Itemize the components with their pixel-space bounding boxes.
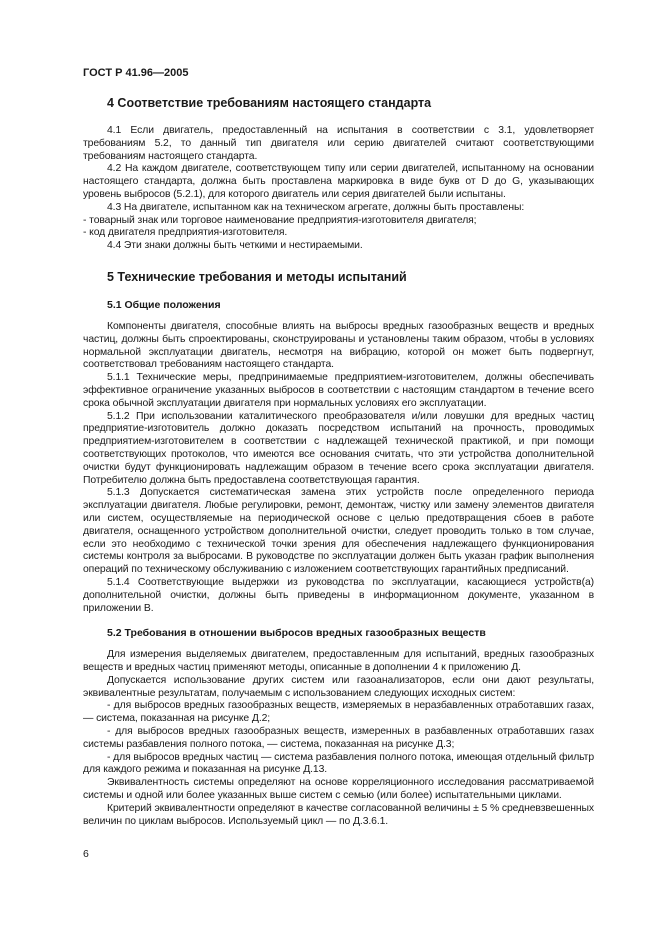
paragraph-4-4: 4.4 Эти знаки должны быть четкими и нестираемыми.	[107, 240, 363, 252]
paragraph: Эквивалентность системы определяют на основе корреляционного исследования рассматриваемой системы и одной или более указанных выше систем с семью (или более) испытательными циклами.	[83, 777, 594, 802]
section-5-2-heading: 5.2 Требования в отношении выбросов вредных газообразных веществ	[107, 627, 486, 640]
document-header: ГОСТ Р 41.96—2005	[83, 67, 189, 79]
paragraph-5-1-1: 5.1.1 Технические меры, предпринимаемые предприятием-изготовителем, должны обеспечивать эффективное ограничение указанных выбросов в соответствии с настоящим стандартом в течение всего срока обычной эксплуатации двигателя при нормальных условиях его эксплуатации.	[83, 372, 594, 409]
section-5-heading: 5 Технические требования и методы испытаний	[107, 269, 407, 284]
paragraph: Допускается использование других систем или газоанализаторов, если они дают результаты, эквивалентные результатам, получаемым с использованием следующих исходных систем:	[83, 674, 594, 699]
paragraph: Для измерения выделяемых двигателем, предоставленным для испытаний, вредных газообразных веществ и вредных частиц применяют методы, описанные в дополнении 4 к приложению Д.	[83, 649, 594, 674]
paragraph-5-1-4: 5.1.4 Соответствующие выдержки из руководства по эксплуатации, касающиеся устройств(а) дополнительной очистки, должны быть приведены в информационном документе, указанном в приложении В.	[83, 576, 594, 614]
paragraph-4-1: 4.1 Если двигатель, предоставленный на испытания в соответствии с 3.1, удовлетворяет требованиям 5.2, то данный тип двигателя или серию двигателей считают соответствующими требованиям настоящего стандарта.	[83, 125, 594, 162]
paragraph: Критерий эквивалентности определяют в качестве согласованной величины ± 5 % средневзвешенных величин по циклам выбросов. Используемый цикл — по Д.3.6.1.	[83, 802, 594, 827]
list-item: - код двигателя предприятия-изготовителя.	[83, 227, 288, 239]
paragraph-5-1-3: 5.1.3 Допускается систематическая замена этих устройств после определенного периода эксплуатации двигателя. Любые регулировки, ремонт, демонтаж, чистку или замену элементов двигателя или систем, осуществляемые на периодической основе с целью предотвращения сбоев в работе двигателя, оснащенного устройством дополнительной очистки, следует проводить только в том случае, если это необходимо с технической точки зрения для обеспечения надлежащего функционирования системы контроля за выбросами. В руководстве по эксплуатации должен быть указан график выполнения операций по техническому обслуживанию с изложением соответствующих гарантийных предписаний.	[83, 487, 594, 576]
paragraph-4-3: 4.3 На двигателе, испытанном как на техническом агрегате, должны быть проставлены:	[107, 201, 525, 213]
paragraph-5-1-2: 5.1.2 При использовании каталитического преобразователя и/или ловушки для вредных частиц предприятие-изготовитель должно доказать посредством испытаний на прочность, проводимых предприятием-изготовителем в соответствии с надлежащей технической практикой, и при помощи соответствующих протоколов, что имеются все основания считать, что эти устройства дополнительной очистки будут функционировать надлежащим образом в течение всего срока эксплуатации двигателя. Потребителю должна быть предоставлена соответствующая гарантия.	[83, 410, 594, 486]
list-item: - для выбросов вредных частиц — система разбавления полного потока, имеющая отдельный фильтр для каждого режима и показанная на рисунке Д.13.	[83, 751, 594, 776]
list-item: - товарный знак или торговое наименование предприятия-изготовителя двигателя;	[83, 214, 477, 226]
paragraph-4-2: 4.2 На каждом двигателе, соответствующем типу или серии двигателей, испытанному на основании настоящего стандарта, должна быть проставлена маркировка в виде букв от D до G, указывающих уровень выбросов (5.2.1), для которого двигатель или серия двигателей были испытаны.	[83, 163, 594, 200]
section-5-1-heading: 5.1 Общие положения	[107, 298, 221, 311]
section-4-heading: 4 Соответствие требованиям настоящего стандарта	[107, 96, 432, 110]
list-item: - для выбросов вредных газообразных веществ, измеряемых в неразбавленных отработавших газах, — система, показанная на рисунке Д.2;	[83, 700, 594, 725]
list-item: - для выбросов вредных газообразных веществ, измеренных в разбавленных отработавших газах системы разбавления полного потока, — система, показанная на рисунке Д.3;	[83, 726, 594, 750]
paragraph: Компоненты двигателя, способные влиять на выбросы вредных газообразных веществ и вредных частиц, должны быть спроектированы, сконструированы и установлены таким образом, чтобы в условиях нормальной эксплуатации двигатель, несмотря на вибрацию, которой он может быть подвергнут, соответствовал требованиям настоящего стандарта.	[83, 320, 594, 371]
page-number: 6	[83, 848, 89, 861]
